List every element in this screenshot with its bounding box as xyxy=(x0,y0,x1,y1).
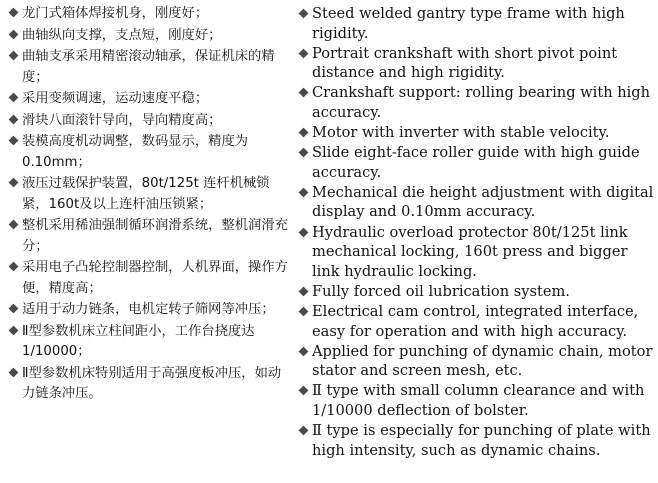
list-item-text: 曲轴支承采用精密滚动轴承，保证机床的精度； xyxy=(22,49,275,85)
list-item-text: Crankshaft support: rolling bearing with high accuracy. xyxy=(312,84,651,121)
list-item xyxy=(8,132,292,173)
diamond-bullet-icon xyxy=(8,47,22,61)
list-item-text: Ⅱ type with small column clearance and with 1/10000 deflection of bolster. xyxy=(312,382,645,419)
list-item-text: 适用于动力链条，电机定转子筛网等冲压； xyxy=(22,302,275,317)
list-item xyxy=(8,216,292,257)
diamond-bullet-icon xyxy=(8,111,22,125)
diamond-bullet-icon xyxy=(298,223,312,238)
diamond-bullet-icon xyxy=(298,381,312,396)
diamond-bullet-icon xyxy=(8,364,22,378)
list-item xyxy=(298,282,654,302)
list-item-text: Steed welded gantry type frame with high rigidity. xyxy=(312,5,625,42)
list-item-text: Applied for punching of dynamic chain, motor stator and screen mesh, etc. xyxy=(312,342,653,380)
list-item-text: Slide eight-face roller guide with high guide accuracy. xyxy=(312,144,640,181)
diamond-bullet-icon xyxy=(8,89,22,103)
list-item xyxy=(298,4,654,43)
diamond-bullet-icon xyxy=(8,4,22,18)
list-item-text: Hydraulic overload protector 80t/125t link mechanical locking, 160t press and bigger link hydraulic locking. xyxy=(312,223,628,280)
list-item-text: 液压过载保护装置，80t/125t 连杆机械锁紧，160t及以上连杆油压锁紧； xyxy=(22,176,270,212)
list-item xyxy=(298,183,654,222)
list-item xyxy=(298,123,654,143)
list-item-text: Fully forced oil lubrication system. xyxy=(312,282,570,300)
list-item-text: 采用电子凸轮控制器控制，人机界面，操作方便，精度高； xyxy=(22,260,288,296)
list-item-text: Ⅱ型参数机床特别适用于高强度板冲压，如动力链条冲压。 xyxy=(22,365,282,401)
diamond-bullet-icon xyxy=(298,44,312,59)
list-item xyxy=(8,174,292,215)
list-item xyxy=(8,111,292,132)
list-item-text: Motor with inverter with stable velocity. xyxy=(312,124,610,142)
list-item xyxy=(298,381,654,420)
diamond-bullet-icon xyxy=(298,282,312,297)
list-item xyxy=(298,83,654,122)
diamond-bullet-icon xyxy=(298,183,312,198)
diamond-bullet-icon xyxy=(8,216,22,230)
list-item-text: 龙门式箱体焊接机身，刚度好； xyxy=(22,6,209,21)
list-item-text: Portrait crankshaft with short pivot point distance and high rigidity. xyxy=(312,44,618,82)
diamond-bullet-icon xyxy=(298,4,312,19)
list-item-text: 整机采用稀油强制循环润滑系统，整机润滑充分； xyxy=(22,218,288,254)
english-feature-list xyxy=(294,4,656,483)
diamond-bullet-icon xyxy=(8,300,22,314)
list-item-text: Ⅱ型参数机床立柱间距小，工作台挠度达1/10000； xyxy=(22,323,255,359)
chinese-feature-list xyxy=(2,4,294,483)
diamond-bullet-icon xyxy=(8,132,22,146)
list-item xyxy=(8,322,292,363)
list-item xyxy=(8,258,292,299)
list-item xyxy=(298,223,654,282)
diamond-bullet-icon xyxy=(298,123,312,138)
list-item-text: 曲轴纵向支撑，支点短，刚度好； xyxy=(22,27,222,43)
list-item xyxy=(298,302,654,341)
list-item-text: 采用变频调速，运动速度平稳； xyxy=(22,91,209,106)
list-item xyxy=(298,342,654,381)
list-item xyxy=(8,89,292,110)
diamond-bullet-icon xyxy=(298,421,312,436)
diamond-bullet-icon xyxy=(8,258,22,272)
diamond-bullet-icon xyxy=(298,143,312,158)
list-item-text: Electrical cam control, integrated interface, easy for operation and with high accuracy. xyxy=(312,302,639,340)
list-item xyxy=(8,47,292,88)
list-item xyxy=(298,143,654,182)
diamond-bullet-icon xyxy=(298,83,312,98)
list-item xyxy=(298,421,654,460)
list-item-text: Ⅱ type is especially for punching of plate with high intensity, such as dynamic chains. xyxy=(312,421,651,459)
list-item xyxy=(8,4,292,25)
list-item xyxy=(8,364,292,405)
list-item-text: 滑块八面滚针导向，导向精度高； xyxy=(22,112,222,128)
list-item xyxy=(8,300,292,321)
diamond-bullet-icon xyxy=(298,342,312,357)
diamond-bullet-icon xyxy=(298,302,312,317)
diamond-bullet-icon xyxy=(8,174,22,188)
diamond-bullet-icon xyxy=(8,26,22,40)
list-item-text: Mechanical die height adjustment with digital display and 0.10mm accuracy. xyxy=(312,183,654,221)
list-item xyxy=(8,26,292,47)
list-item xyxy=(298,44,654,83)
list-item-text: 装模高度机动调整，数码显示，精度为0.10mm； xyxy=(22,134,249,170)
diamond-bullet-icon xyxy=(8,322,22,336)
